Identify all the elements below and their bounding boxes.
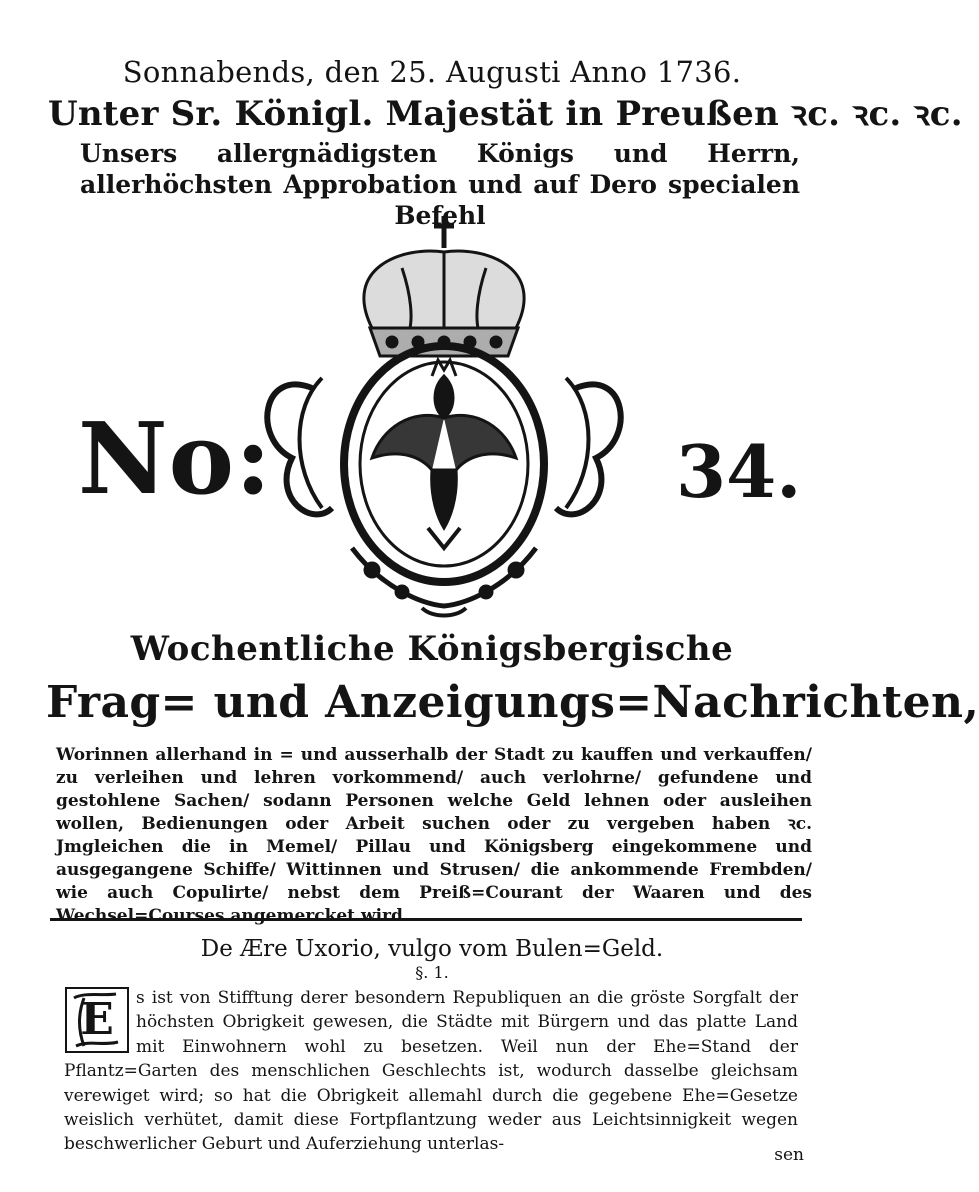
- masthead-line-2: Frag= und Anzeigungs=Nachrichten,: [46, 677, 979, 728]
- contents-notice: Worinnen allerhand in = und ausserhalb der Stadt zu kauffen und verkauffen/ zu verleihen und lehren vorkommend/ auch verlohrne/ gefundene und gestohlene Sachen/ sodann Personen welche Geld lehnen oder ausleihen wollen, Bedienungen oder Arbeit suchen oder zu vergeben haben ꝛc. Jmgleichen die in Memel/ Pillau und Königsberg eingekommene und ausgegangene Schiffe/ Wittinnen und Strusen/ die ankommende Frembden/ wie auch Copulirte/ nebst dem Preiß=Courant der Waaren und des Wechsel=Courses angemercket wird.: [56, 745, 812, 926]
- article-body-text: s ist von Stifftung derer besondern Republiquen an die gröste Sorgfalt der höchsten Obrigkeit gewesen, die Städte mit Bürgern und das platte Land mit Einwohnern wohl zu besetzen. Weil nun der Ehe=Stand der Pflantz=Garten des menschlichen Geschlechts ist, wodurch dasselbe gleichsam verewiget wird; so hat die Obrigkeit allemahl durch die gegebene Ehe=Gesetze weislich verhütet, damit diese Fortpflantzung weder aus Leichtsinnigkeit wegen beschwerlicher Geburt und Auferziehung unterlas-: [64, 988, 798, 1155]
- majesty-line: Unter Sr. Königl. Majestät in Preußen ꝛc. ꝛc. ꝛc.: [48, 94, 963, 134]
- section-mark: §. 1.: [415, 963, 449, 982]
- dropcap-initial-icon: [64, 986, 130, 1054]
- issue-number: 34.: [676, 429, 802, 514]
- issue-number-prefix: No:: [78, 402, 273, 517]
- article-body: [64, 986, 798, 1157]
- authority-line: Unsers allergnädigsten Königs und Herrn, allerhöchsten Approbation und auf Dero specialen Befehl: [80, 139, 800, 230]
- dropcap-letter: E: [80, 994, 114, 1045]
- article-continuation: sen: [774, 1145, 804, 1165]
- horizontal-rule: [50, 918, 802, 921]
- prussian-eagle-crest-icon: [252, 208, 636, 620]
- article-title: De Ære Uxorio, vulgo vom Bulen=Geld.: [200, 936, 664, 962]
- dateline: Sonnabends, den 25. Augusti Anno 1736.: [122, 55, 742, 89]
- masthead-line-1: Wochentliche Königsbergische: [130, 629, 734, 669]
